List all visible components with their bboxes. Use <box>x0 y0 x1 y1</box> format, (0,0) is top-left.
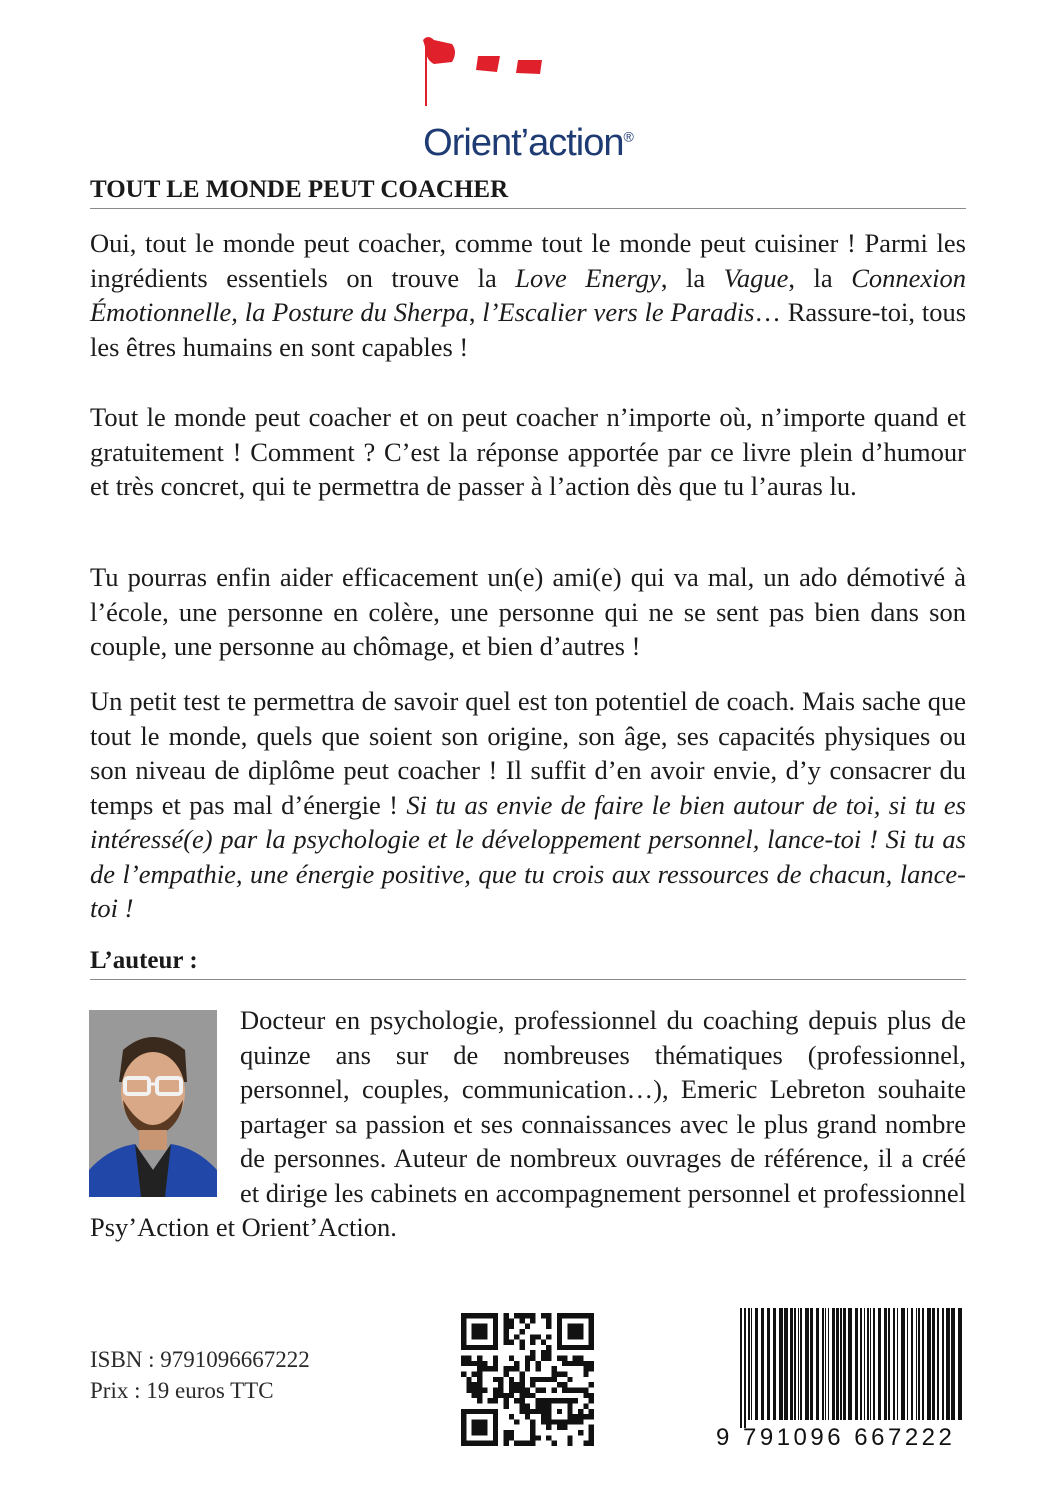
text-run: Un petit test te permettra de savoir quel est ton potentiel de coach. Mais sache que tout le monde, quels que soient son origine, son âge, ses capacités physiques ou son niveau de diplôme peut coacher ! Il suffit d’en avoir envie, d’y consacrer du temps et pas mal d’énergie ! <box>90 686 966 820</box>
italic-text: l’Escalier vers le Paradis <box>482 297 755 327</box>
author-heading: L’auteur : <box>90 947 966 980</box>
italic-text: Vague <box>723 262 789 293</box>
italic-text: Connexion Émotionnelle, la Posture du Sherpa <box>90 262 966 327</box>
qr-code-icon <box>461 1313 594 1446</box>
author-bio: Docteur en psychologie, professionnel du coaching depuis plus de quinze ans sur de nombreuses thématiques (professionnel, personnel, couples, communication…), Emeric Lebreton souhaite partager sa passion et ses connaissances avec le plus grand nombre de personnes. Auteur de nombreux ouvrages de référence, il a créé et dirige les cabinets en accompagnement personnel et professionnel Psy’Action et Orient’Action. <box>90 1005 966 1242</box>
text-run: , la <box>660 262 724 293</box>
italic-text: Love Energy <box>515 262 661 293</box>
text-run: Tu pourras enfin aider efficacement un(e) ami(e) qui va mal, un ado démotivé à l’école, une personne en colère, une personne qui ne se sent pas bien dans son couple, une personne au chômage, et bien d’autres ! <box>90 562 966 661</box>
barcode-icon <box>738 1308 966 1428</box>
text-run: , <box>468 297 483 327</box>
paragraph-help <box>90 560 966 664</box>
book-title: TOUT LE MONDE PEUT COACHER <box>90 176 966 209</box>
text-run: … Rassure-toi, tous les êtres humains en sont capables ! <box>90 297 967 362</box>
italic-text: Si tu as envie de faire le bien autour de toi, si tu es intéressé(e) par la psychologie et le développement personnel, lance-toi ! Si tu as de l’empathie, une énergie positive, que tu crois aux ressources de chacun, lance-toi ! <box>90 789 966 923</box>
paragraph-how <box>90 400 966 504</box>
publisher-logo <box>0 30 1057 164</box>
text-run: , la <box>788 262 852 293</box>
text-run: Tout le monde peut coacher et on peut coacher n’importe où, n’importe quand et gratuitement ! Comment ? C’est la réponse apportée par ce livre plein d’humour et très concret, qui te permettra de passer à l’action dès que tu l’auras lu. <box>90 402 966 501</box>
text-run: Oui, tout le monde peut coacher, comme tout le monde peut cuisiner ! Parmi les ingrédients essentiels on trouve la <box>90 228 966 293</box>
paragraph-test <box>90 684 966 926</box>
barcode-number: 9 791096 667222 <box>716 1424 956 1451</box>
publisher-name: Orient’action® <box>423 122 634 164</box>
book-info <box>90 1344 310 1406</box>
isbn-text: ISBN : 9791096667222 <box>90 1347 310 1372</box>
price-text: Prix : 19 euros TTC <box>90 1378 274 1403</box>
windsock-flags-icon <box>420 30 550 110</box>
paragraph-intro <box>90 226 966 364</box>
